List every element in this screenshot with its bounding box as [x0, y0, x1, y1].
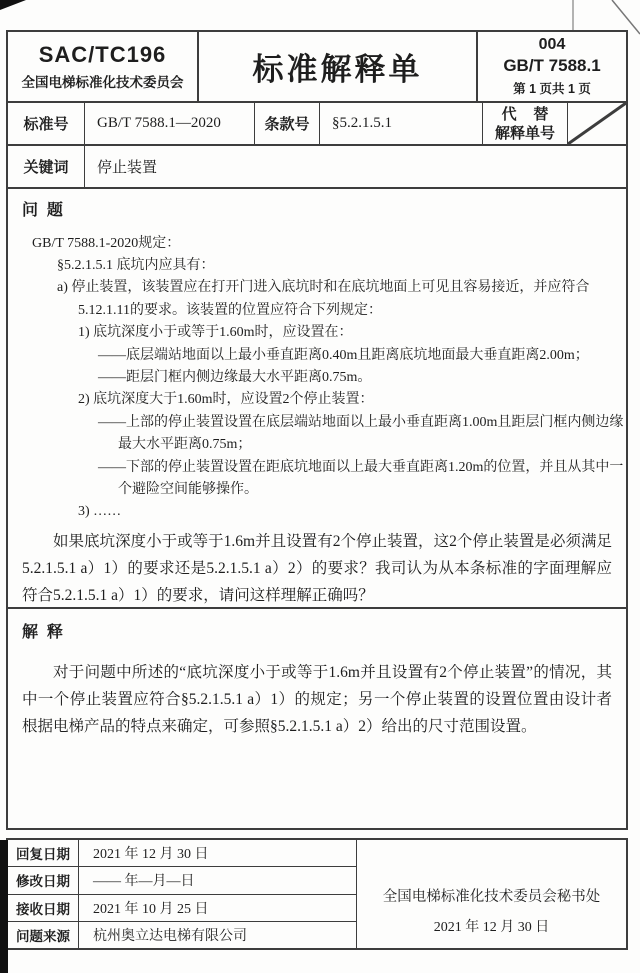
question-quote-line: ——上部的停止装置设置在底层端站地面以上最小垂直距离1.00m且距层门框内侧边缘: [98, 414, 624, 430]
reply-date-value: 2021 年 12 月 30 日: [93, 847, 209, 863]
revision-date-value: —— 年—月—日: [93, 874, 195, 890]
footer-row: [8, 840, 356, 867]
doc-number: 004: [538, 36, 566, 53]
clause-label: 条款号: [255, 103, 320, 144]
page-count: 第 1 页共 1 页: [513, 82, 591, 96]
document-table: [6, 30, 628, 950]
org-code: SAC/TC196: [38, 42, 167, 67]
standard-no-label: 标准号: [8, 103, 85, 144]
question-heading: 问 题: [22, 202, 63, 219]
footer-row: [8, 922, 356, 948]
question-quote-line: ——下部的停止装置设置在距底坑地面以上最大垂直距离1.20m的位置，并且从其中一: [98, 459, 624, 475]
question-quote-line: a) 停止装置，该装置应在打开门进入底坑时和在底坑地面上可见且容易接近，并应符合: [57, 280, 590, 296]
standard-code: GB/T 7588.1: [503, 56, 601, 75]
footer-row: [8, 895, 356, 922]
interpretation-heading: 解 释: [22, 624, 63, 641]
footer-table: [6, 838, 628, 950]
clause-value: §5.2.1.5.1: [320, 103, 483, 144]
footer-row: [8, 867, 356, 894]
interpretation-paragraph: 对于问题中所述的“底坑深度小于或等于1.6m并且设置有2个停止装置”的情况，其中一个停止装置应符合§5.2.1.5.1 a）1）的规定；另一个停止装置的设置位置由设计者根据电梯产品的特点来确定，可参照§5.2.1.5.1 a）2）给出的尺寸范围设置。: [22, 664, 612, 735]
replace-label-line1: 代 替: [501, 105, 549, 123]
keyword-label: 关键词: [8, 146, 85, 187]
question-quote-line: §5.2.1.5.1 底坑内应具有：: [57, 258, 215, 273]
question-quote-line: ——距层门框内侧边缘最大水平距离0.75m。: [98, 370, 372, 386]
secretariat-cell: [357, 840, 626, 948]
question-quote-line: 个避险空间能够操作。: [118, 482, 258, 498]
footer-dates: [8, 840, 357, 948]
keyword-value: 停止装置: [97, 160, 158, 176]
diagonal-slash: [568, 103, 626, 144]
header-row: [6, 30, 628, 103]
standard-no-value: GB/T 7588.1—2020: [85, 103, 255, 144]
question-quote-line: ——底层端站地面以上最小垂直距离0.40m且距离底坑地面最大垂直距离2.00m；: [98, 347, 589, 363]
interpretation-section: [6, 607, 628, 830]
committee-cell: [8, 32, 199, 101]
received-date-label: 接收日期: [8, 895, 79, 921]
received-date-value: 2021 年 10 月 25 日: [93, 901, 209, 917]
question-quote-line: 3) ……: [78, 504, 122, 520]
question-source-value: 杭州奥立达电梯有限公司: [93, 928, 247, 944]
title-cell: [199, 32, 478, 101]
question-quote-line: 5.12.1.11的要求。该装置的位置应符合下列规定：: [78, 302, 382, 318]
keyword-row: [6, 144, 628, 189]
replace-label-line2: 解释单号: [494, 124, 555, 142]
question-intro: GB/T 7588.1-2020规定：: [32, 236, 181, 251]
question-quote-line: 1) 底坑深度小于或等于1.60m时，应设置在：: [78, 325, 353, 341]
question-quote-line: 最大水平距离0.75m；: [118, 437, 252, 453]
replace-sheet-value-empty: [568, 103, 626, 144]
scan-artifact-top-left: [0, 0, 26, 10]
meta-row: [6, 101, 628, 146]
question-source-label: 问题来源: [8, 922, 79, 948]
secretariat-name: 全国电梯标准化技术委员会秘书处: [382, 889, 601, 905]
secretariat-date: 2021 年 12 月 30 日: [433, 920, 550, 935]
doc-info-cell: [478, 32, 626, 101]
scan-artifact-top-right: [555, 0, 640, 40]
question-section: [6, 187, 628, 609]
org-name: 全国电梯标准化技术委员会: [21, 75, 184, 90]
scan-artifact-left-bar: [0, 840, 8, 973]
replace-sheet-label: [483, 103, 568, 144]
question-paragraph: 如果底坑深度小于或等于1.6m并且设置有2个停止装置，这2个停止装置是必须满足5.2.1.5.1 a）1）的要求还是5.2.1.5.1 a）2）的要求？我司认为从本条标准的字面理解应符合5.2.1.5.1 a）1）的要求，请问这样理解正确吗？: [22, 532, 612, 604]
question-quote-line: 2) 底坑深度大于1.60m时，应设置2个停止装置：: [78, 392, 374, 408]
revision-date-label: 修改日期: [8, 867, 79, 893]
page-title: 标准解释单: [252, 52, 423, 87]
reply-date-label: 回复日期: [8, 840, 79, 866]
